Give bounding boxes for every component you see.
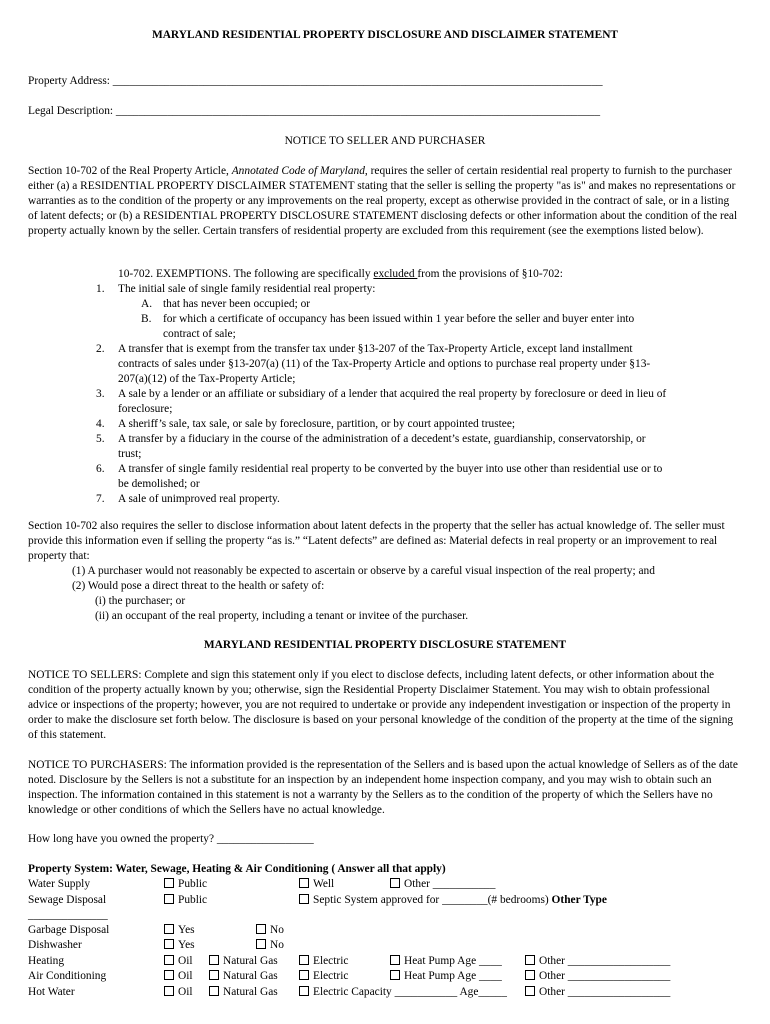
notice-heading: NOTICE TO SELLER AND PURCHASER	[284, 135, 486, 147]
sewage-septic-option[interactable]: Septic System approved for ________(# bedrooms) Other Type	[299, 893, 607, 908]
section-intro-paragraph: Section 10-702 of the Real Property Article, Annotated Code of Maryland, requires the seller of certain residential real property to furnish to the purchaser either (a) a RESIDENTIAL PROPERTY DISCLAIMER STATEMENT stating that the seller is selling the property "as is" and makes no representations or warranties as to the condition of the property or any improvements on the real property, except as otherwise provided in the contract of sale, or in a listing of latent defects; or (b) a RESIDENTIAL PROPERTY DISCLOSURE STATEMENT disclosing defects or other information about the condition of the real property actually known by the seller. Certain transfers of residential property are excluded from this requirement (see the exemptions listed below).	[28, 165, 738, 237]
checkbox-icon[interactable]	[256, 939, 266, 949]
latent-sub-ii: (ii) an occupant of the real property, including a tenant or invitee of the purchaser.	[95, 610, 469, 622]
hot-water-electric-option[interactable]: Electric Capacity ___________ Age_____	[299, 985, 507, 1000]
heating-heatpump-option[interactable]: Heat Pump Age ____	[390, 954, 502, 969]
air-gas-option[interactable]: Natural Gas	[209, 969, 278, 984]
sewage-row	[28, 893, 748, 908]
document-title: MARYLAND RESIDENTIAL PROPERTY DISCLOSURE AND DISCLAIMER STATEMENT	[151, 29, 619, 41]
checkbox-icon[interactable]	[390, 955, 400, 965]
checkbox-icon[interactable]	[299, 955, 309, 965]
air-oil-option[interactable]: Oil	[164, 969, 193, 984]
exemption-number: A.	[141, 298, 153, 310]
latent-defects-paragraph: Section 10-702 also requires the seller to disclose information about latent defects in the property that the seller has actual knowledge of. The seller must provide this information even if selling the property “as is.” “Latent defects” are defined as: Material defects in real property or an improvement to real property that:	[28, 520, 725, 562]
air-other-option[interactable]: Other __________________	[525, 969, 670, 984]
latent-item-2: (2) Would pose a direct threat to the health or safety of:	[72, 580, 325, 592]
notice-to-purchasers: NOTICE TO PURCHASERS: The information provided is the representation of the Sellers and is based upon the actual knowledge of Sellers as of the date noted. Disclosure by the Sellers is not a substitute for an inspection by an independent home inspection company, and you may wish to obtain such an inspection. The information contained in this statement is not a warranty by the Sellers as to the condition of the property of which the Sellers have no knowledge or other conditions of which the Sellers have no actual knowledge.	[28, 759, 738, 816]
exemption-number: 5.	[96, 433, 105, 445]
water-public-option[interactable]: Public	[164, 877, 207, 892]
exemption-text: contracts of sales under §13-207(a) (11) of the Tax-Property Article and options to purchase real property under §13-	[118, 358, 651, 370]
exemption-text: foreclosure;	[118, 403, 173, 415]
sewage-public-option[interactable]: Public	[164, 893, 207, 908]
checkbox-icon[interactable]	[164, 939, 174, 949]
exemption-number: B.	[141, 313, 152, 325]
water-supply-label: Water Supply	[28, 878, 91, 890]
exemptions-intro: 10-702. EXEMPTIONS. The following are specifically excluded from the provisions of §10-702:	[118, 268, 563, 280]
hot-water-row	[28, 985, 748, 1000]
water-supply-row	[28, 877, 748, 892]
checkbox-icon[interactable]	[209, 955, 219, 965]
exemption-number: 7.	[96, 493, 105, 505]
checkbox-icon[interactable]	[299, 970, 309, 980]
garbage-no-option[interactable]: No	[256, 923, 284, 938]
hot-water-oil-option[interactable]: Oil	[164, 985, 193, 1000]
checkbox-icon[interactable]	[209, 986, 219, 996]
exemption-text: be demolished; or	[118, 478, 200, 490]
disclosure-heading: MARYLAND RESIDENTIAL PROPERTY DISCLOSURE STATEMENT	[203, 639, 567, 651]
garbage-row	[28, 923, 748, 938]
air-conditioning-row	[28, 969, 748, 984]
owned-duration-field[interactable]: How long have you owned the property? _________________	[28, 833, 314, 845]
checkbox-icon[interactable]	[164, 986, 174, 996]
dishwasher-label: Dishwasher	[28, 939, 82, 951]
air-electric-option[interactable]: Electric	[299, 969, 348, 984]
notice-to-sellers: NOTICE TO SELLERS: Complete and sign this statement only if you elect to disclose defects, including latent defects, or other information about the condition of the property actually known by you; otherwise, sign the Residential Property Disclaimer Statement. You may wish to obtain professional advice or inspections of the property; however, you are not required to undertake or provide any independent investigation or inspection of the property in order to make the disclosure set forth below. The disclosure is based on your personal knowledge of the condition of the property at the time of the signing of this statement.	[28, 669, 734, 741]
heating-oil-option[interactable]: Oil	[164, 954, 193, 969]
heating-gas-option[interactable]: Natural Gas	[209, 954, 278, 969]
property-address-field[interactable]: Property Address: ______________________________________________________________________________________	[28, 75, 603, 87]
heating-other-option[interactable]: Other __________________	[525, 954, 670, 969]
exemption-number: 3.	[96, 388, 105, 400]
exemption-number: 6.	[96, 463, 105, 475]
checkbox-icon[interactable]	[299, 878, 309, 888]
exemption-text: for which a certificate of occupancy has been issued within 1 year before the seller and buyer enter into	[163, 313, 635, 325]
dishwasher-no-option[interactable]: No	[256, 938, 284, 953]
legal-description-field[interactable]: Legal Description: _____________________________________________________________________________________	[28, 105, 601, 117]
exemption-text: 207(a)(12) of the Tax-Property Article;	[118, 373, 296, 385]
checkbox-icon[interactable]	[209, 970, 219, 980]
hot-water-gas-option[interactable]: Natural Gas	[209, 985, 278, 1000]
latent-sub-i: (i) the purchaser; or	[95, 595, 186, 607]
checkbox-icon[interactable]	[525, 986, 535, 996]
sewage-other-blank[interactable]: ______________	[28, 909, 108, 921]
hot-water-label: Hot Water	[28, 986, 75, 998]
dishwasher-yes-option[interactable]: Yes	[164, 938, 195, 953]
checkbox-icon[interactable]	[390, 878, 400, 888]
exemption-text: The initial sale of single family residential real property:	[118, 283, 376, 295]
garbage-yes-option[interactable]: Yes	[164, 923, 195, 938]
checkbox-icon[interactable]	[164, 924, 174, 934]
sewage-label: Sewage Disposal	[28, 894, 107, 906]
exemption-text: trust;	[118, 448, 142, 460]
checkbox-icon[interactable]	[164, 878, 174, 888]
checkbox-icon[interactable]	[390, 970, 400, 980]
checkbox-icon[interactable]	[256, 924, 266, 934]
exemption-number: 2.	[96, 343, 105, 355]
exemption-text: that has never been occupied; or	[163, 298, 311, 310]
checkbox-icon[interactable]	[525, 955, 535, 965]
checkbox-icon[interactable]	[299, 986, 309, 996]
property-system-heading: Property System: Water, Sewage, Heating & Air Conditioning ( Answer all that apply)	[28, 863, 446, 875]
exemption-text: A transfer that is exempt from the transfer tax under §13-207 of the Tax-Property Article, except land installment	[118, 343, 633, 355]
checkbox-icon[interactable]	[164, 955, 174, 965]
exemption-text: A sheriff’s sale, tax sale, or sale by foreclosure, partition, or by court appointed trustee;	[118, 418, 516, 430]
exemption-text: A sale by a lender or an affiliate or subsidiary of a lender that acquired the real property by foreclosure or deed in lieu of	[118, 388, 667, 400]
heating-row	[28, 954, 748, 969]
checkbox-icon[interactable]	[164, 894, 174, 904]
exemption-number: 1.	[96, 283, 105, 295]
air-heatpump-option[interactable]: Heat Pump Age ____	[390, 969, 502, 984]
hot-water-other-option[interactable]: Other __________________	[525, 985, 670, 1000]
dishwasher-row	[28, 938, 748, 953]
exemption-number: 4.	[96, 418, 105, 430]
checkbox-icon[interactable]	[164, 970, 174, 980]
heating-electric-option[interactable]: Electric	[299, 954, 348, 969]
exemption-text: contract of sale;	[163, 328, 236, 340]
exemption-text: A transfer by a fiduciary in the course of the administration of a decedent’s estate, guardianship, conservatorship, or	[118, 433, 646, 445]
garbage-label: Garbage Disposal	[28, 924, 110, 936]
water-well-option[interactable]: Well	[299, 877, 334, 892]
exemption-text: A transfer of single family residential real property to be converted by the buyer into use other than residential use or to	[118, 463, 663, 475]
checkbox-icon[interactable]	[299, 894, 309, 904]
heating-label: Heating	[28, 955, 65, 967]
exemption-text: A sale of unimproved real property.	[118, 493, 280, 505]
latent-item-1: (1) A purchaser would not reasonably be expected to ascertain or observe by a careful visual inspection of the real property; and	[72, 565, 655, 577]
air-label: Air Conditioning	[28, 970, 107, 982]
water-other-option[interactable]: Other ___________	[390, 877, 495, 892]
checkbox-icon[interactable]	[525, 970, 535, 980]
